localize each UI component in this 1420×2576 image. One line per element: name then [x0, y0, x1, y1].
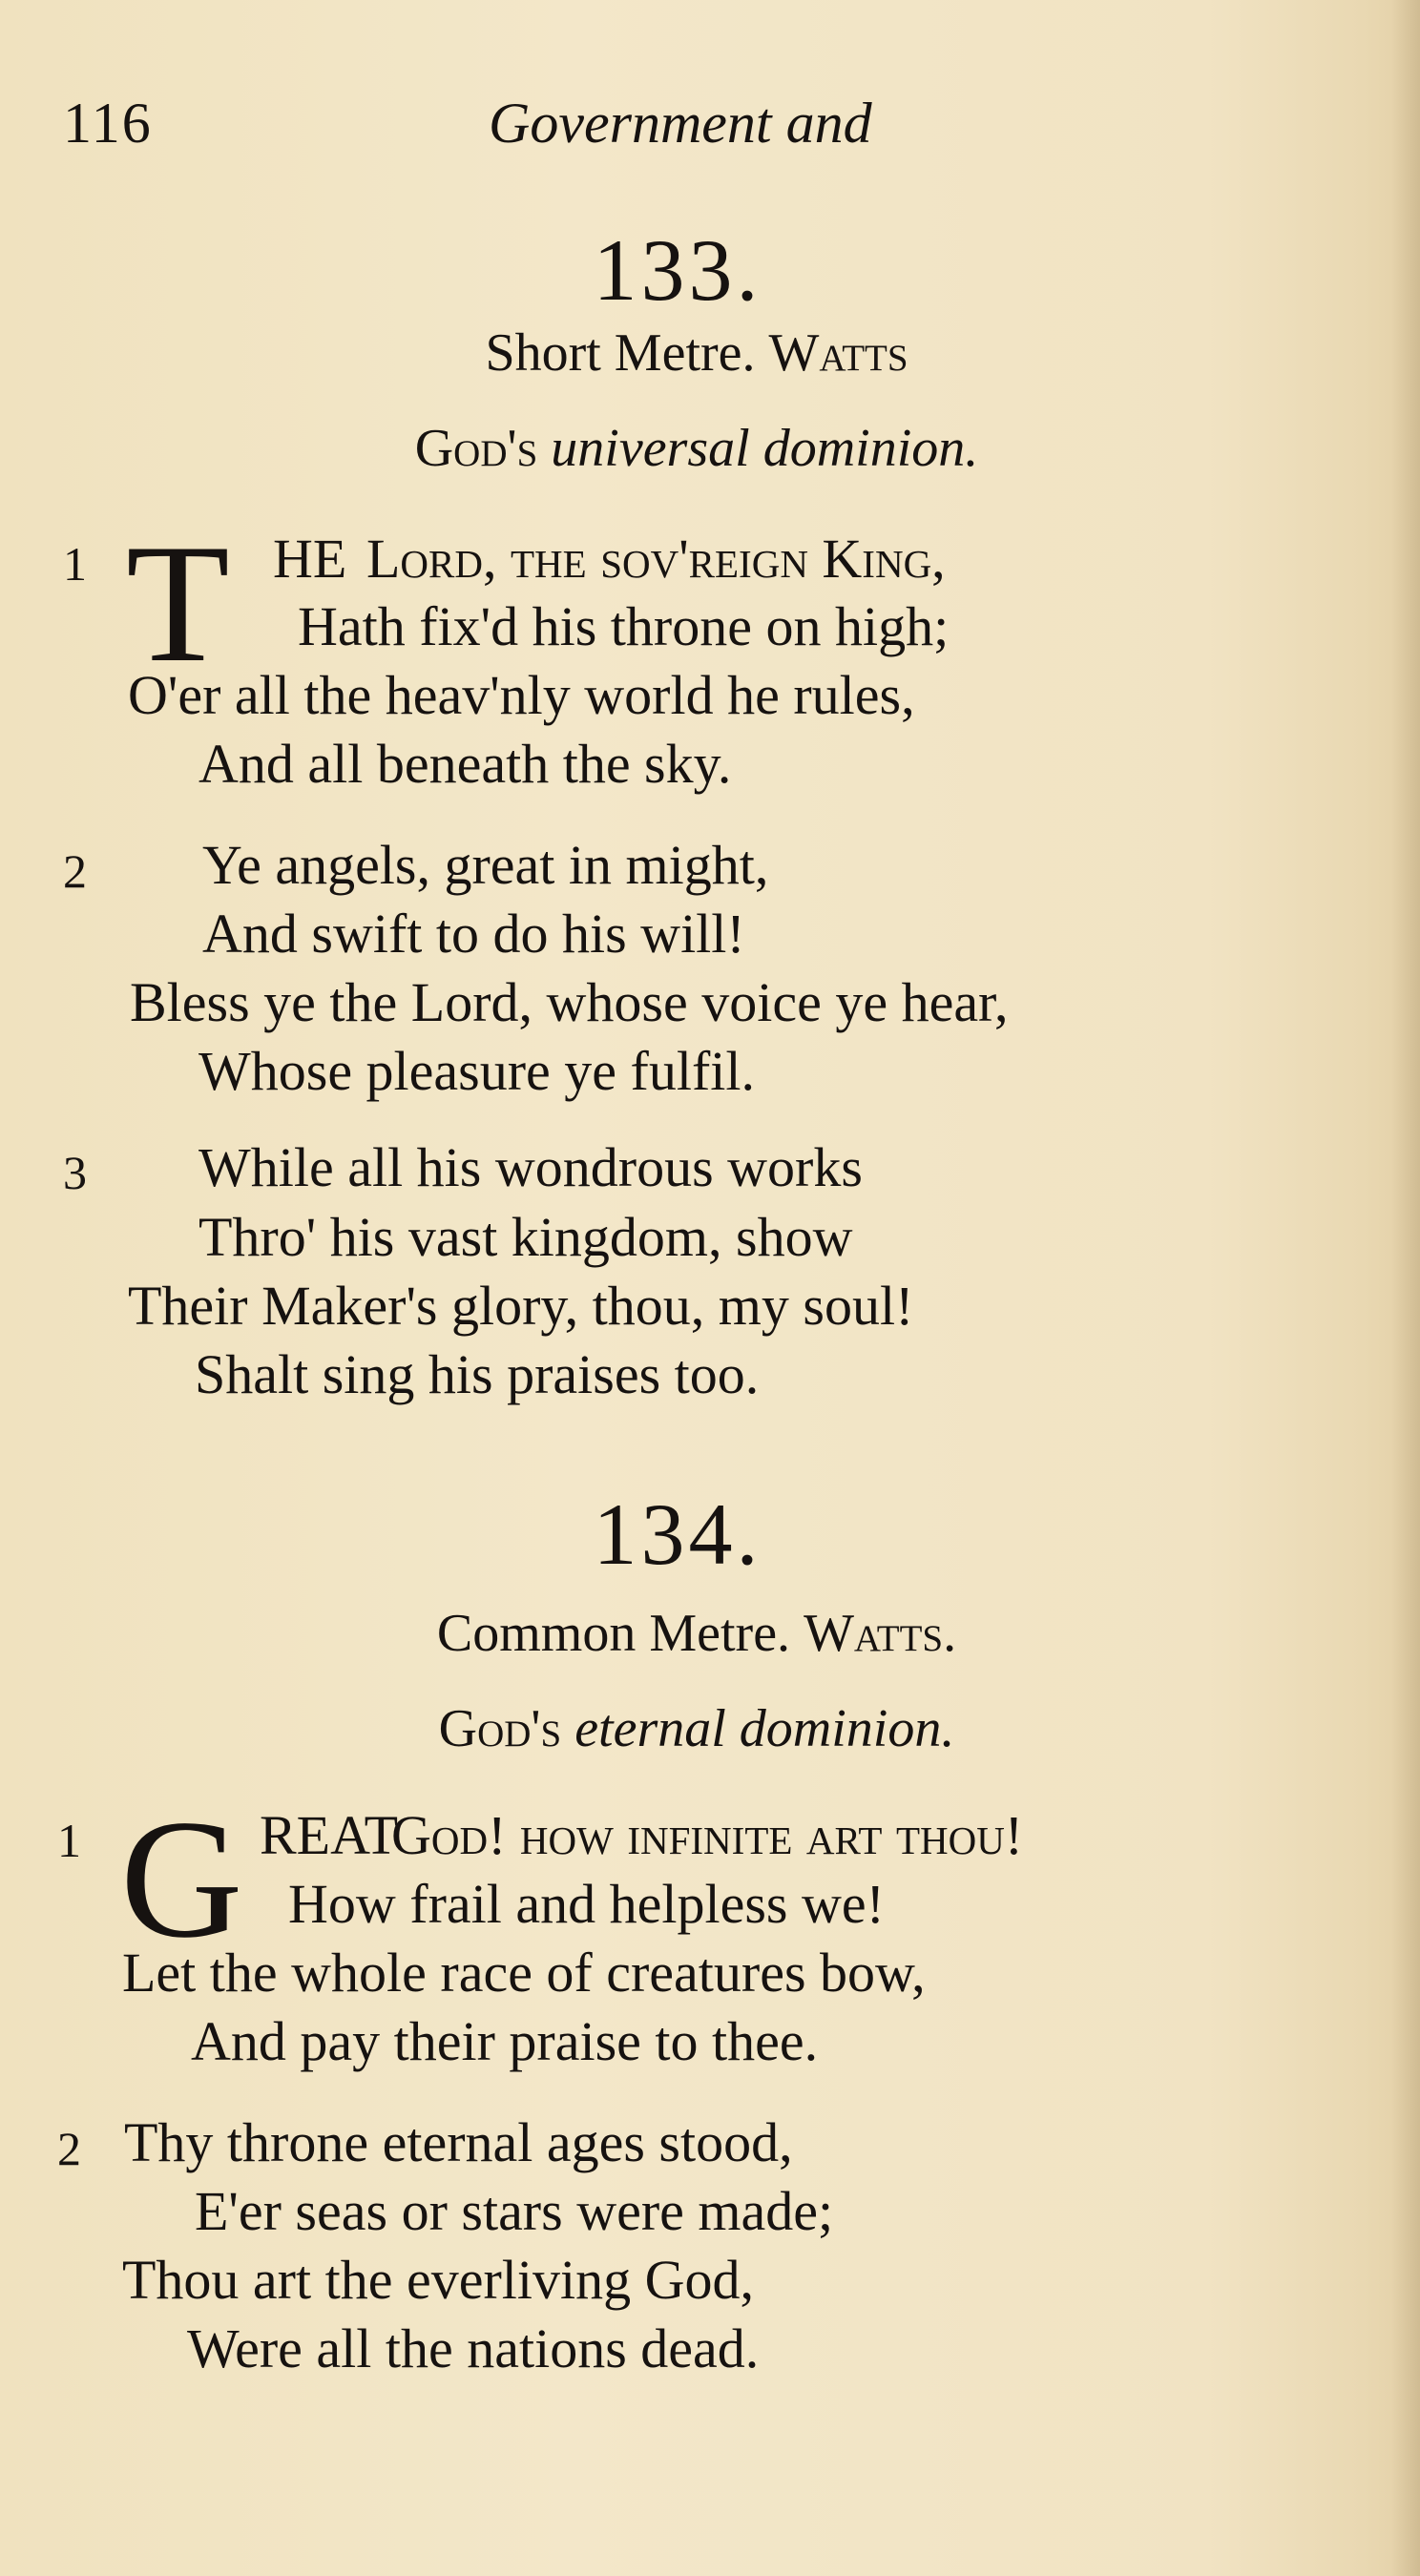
drop-cap: T	[126, 509, 230, 697]
capitalized-opening: REAT	[260, 1804, 398, 1866]
drop-cap: G	[120, 1784, 243, 1973]
verse-number: 3	[63, 1146, 87, 1199]
hymn-meter	[0, 322, 1393, 384]
verse-line: And all beneath the sky.	[198, 733, 732, 795]
verse-line: E'er seas or stars were made;	[195, 2180, 834, 2242]
author-name: Watts	[768, 323, 908, 383]
page-edge-shadow	[1391, 0, 1420, 2576]
hymn-subject	[0, 418, 1393, 479]
running-head	[0, 91, 1420, 167]
author-name: Watts.	[804, 1604, 957, 1663]
verse-line: Thy throne eternal ages stood,	[124, 2111, 793, 2173]
verse-line: Their Maker's glory, thou, my soul!	[128, 1275, 914, 1337]
verse-number: 1	[63, 537, 87, 591]
verse-line: Shalt sing his praises too.	[195, 1343, 760, 1405]
subject-text: eternal dominion.	[574, 1699, 955, 1758]
subject-prefix: God's	[414, 419, 538, 478]
verse-line: Thro' his vast kingdom, show	[198, 1206, 853, 1268]
subject-prefix: God's	[438, 1699, 562, 1758]
verse-line: Let the whole race of creatures bow,	[122, 1942, 926, 2004]
meter-name: Short Metre.	[485, 323, 756, 383]
hymn-meter	[0, 1603, 1393, 1664]
verse-line: And swift to do his will!	[202, 903, 745, 965]
meter-name: Common Metre.	[436, 1604, 791, 1663]
verse-line: Ye angels, great in might,	[202, 834, 769, 896]
verse-line: Whose pleasure ye fulfil.	[198, 1040, 756, 1102]
verse-line: How frail and helpless we!	[288, 1873, 885, 1935]
verse-line: And pay their praise to thee.	[191, 2010, 819, 2072]
verse-line: Lord, the sov'reign King,	[366, 528, 946, 590]
page-number: 116	[63, 92, 153, 155]
subject-text: universal dominion.	[551, 419, 979, 478]
verse-line: Hath fix'd his throne on high;	[298, 595, 950, 657]
hymn-number: 133.	[593, 221, 762, 319]
verse-line: While all his wondrous works	[198, 1136, 863, 1198]
verse-number: 1	[57, 1814, 81, 1867]
verse-line: Bless ye the Lord, whose voice ye hear,	[130, 971, 1009, 1033]
verse-line: Were all the nations dead.	[187, 2317, 760, 2379]
verse-line: O'er all the heav'nly world he rules,	[128, 664, 915, 726]
verse-line: God! how infinite art thou!	[391, 1804, 1024, 1866]
verse-line: Thou art the everliving God,	[122, 2249, 754, 2311]
hymn-subject	[0, 1698, 1393, 1759]
verse-number: 2	[57, 2122, 81, 2175]
hymn-number: 134.	[593, 1485, 762, 1583]
capitalized-opening: HE	[273, 528, 347, 590]
running-title: Government and	[489, 92, 872, 155]
verse-number: 2	[63, 844, 87, 898]
